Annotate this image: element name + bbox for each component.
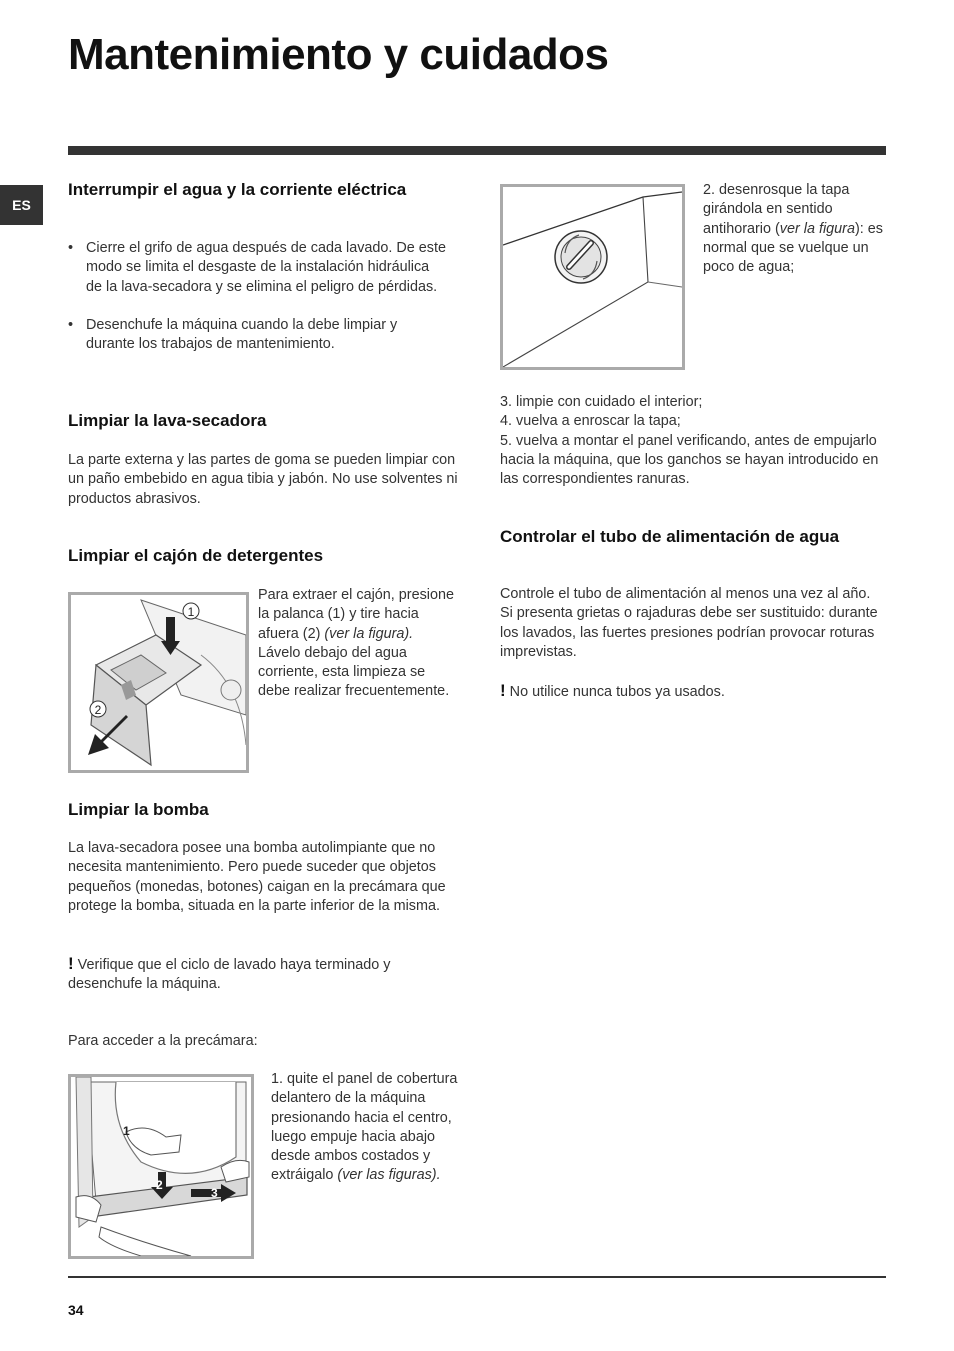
list-item: 4. vuelva a enroscar la tapa; bbox=[500, 413, 681, 430]
top-divider bbox=[68, 146, 886, 155]
step1-text bbox=[271, 1070, 461, 1186]
list-item: 5. vuelva a montar el panel verificando, antes de empujarlo hacia la máquina, que los ganchos se hayan introducido en las correspondientes ranuras. bbox=[500, 432, 879, 488]
pump-text: La lava-secadora posee una bomba autolimpiante que no necesita mantenimiento. Pero puede suceder que objetos pequeños (monedas, botones) caigan en la precámara que protege la bomba, situada en la parte inferior de la misma. bbox=[68, 840, 446, 914]
cap-figure bbox=[500, 184, 685, 370]
water-bullet-list bbox=[68, 239, 448, 354]
steps-list bbox=[500, 393, 886, 489]
drawer-figure bbox=[68, 592, 249, 773]
drawer-text-after: Lávelo debajo del agua corriente, esta limpieza se debe realizar frecuentemente. bbox=[258, 644, 450, 700]
panel-figure bbox=[68, 1074, 254, 1259]
heading-clean-drawer: Limpiar el cajón de detergentes bbox=[68, 546, 324, 565]
heading-clean-pump: Limpiar la bomba bbox=[68, 800, 209, 819]
list-item: 3. limpie con cuidado el interior; bbox=[500, 394, 703, 410]
bottom-divider bbox=[68, 1276, 886, 1278]
panel-illustration bbox=[71, 1077, 251, 1256]
panel-label-1: 1 bbox=[123, 1124, 130, 1138]
step2-text-main: 2. desenrosque la tapa girándola en sentido antihorario ( bbox=[703, 182, 850, 237]
step2-text bbox=[703, 181, 886, 277]
hose-warning bbox=[500, 681, 886, 702]
access-intro: Para acceder a la precámara: bbox=[68, 1033, 258, 1049]
panel-label-2: 2 bbox=[156, 1178, 163, 1192]
cap-illustration bbox=[503, 187, 682, 367]
hose-text: Controle el tubo de alimentación al menos una vez al año. Si presenta grietas o rajaduras debe ser sustituido: durante los lavados, las fuertes presiones podrían provocar roturas imprevistas. bbox=[500, 586, 878, 660]
panel-label-3: 3 bbox=[211, 1186, 218, 1200]
step1-text-ref: (ver las figuras). bbox=[337, 1167, 441, 1184]
page-title: Mantenimiento y cuidados bbox=[68, 30, 609, 79]
hose-warning-text: No utilice nunca tubos ya usados. bbox=[509, 684, 725, 700]
drawer-text-main: Para extraer el cajón, presione la palanca (1) y tire hacia afuera (2) bbox=[258, 587, 454, 642]
list-item: • Desenchufe la máquina cuando la debe limpiar y durante los trabajos de mantenimiento. bbox=[68, 316, 448, 355]
language-tab: ES bbox=[0, 185, 43, 225]
drawer-label-2: 2 bbox=[94, 703, 102, 717]
list-item: • Cierre el grifo de agua después de cada lavado. De este modo se limita el desgaste de la instalación hidráulica de la lava-secadora y se elimina el peligro de pérdidas. bbox=[68, 239, 448, 297]
heading-interrupt-water: Interrumpir el agua y la corriente eléctrica bbox=[68, 180, 407, 199]
step2-text-ref: ver la figura bbox=[779, 220, 855, 237]
drawer-illustration bbox=[71, 595, 246, 770]
pump-warning-text: Verifique que el ciclo de lavado haya terminado y desenchufe la máquina. bbox=[68, 957, 391, 993]
drawer-label-1: 1 bbox=[187, 605, 195, 619]
page-number: 34 bbox=[68, 1302, 84, 1318]
drawer-text bbox=[258, 586, 458, 702]
step1-text-main: 1. quite el panel de cobertura delantero de la máquina presionando hacia el centro, luego empuje hacia abajo desde ambos costados y extráigalo bbox=[271, 1071, 458, 1184]
clean-machine-text: La parte externa y las partes de goma se pueden limpiar con un paño embebido en agua tibia y jabón. No use solventes ni productos abrasivos. bbox=[68, 452, 458, 507]
pump-warning bbox=[68, 954, 446, 995]
heading-clean-machine: Limpiar la lava-secadora bbox=[68, 411, 267, 430]
heading-check-hose: Controlar el tubo de alimentación de agua bbox=[500, 527, 840, 546]
drawer-text-ref: (ver la figura). bbox=[324, 625, 414, 642]
step2-text-after: ): es normal que se vuelque un poco de agua; bbox=[703, 220, 883, 276]
warning-icon: ! bbox=[500, 681, 506, 700]
warning-icon: ! bbox=[68, 954, 74, 973]
